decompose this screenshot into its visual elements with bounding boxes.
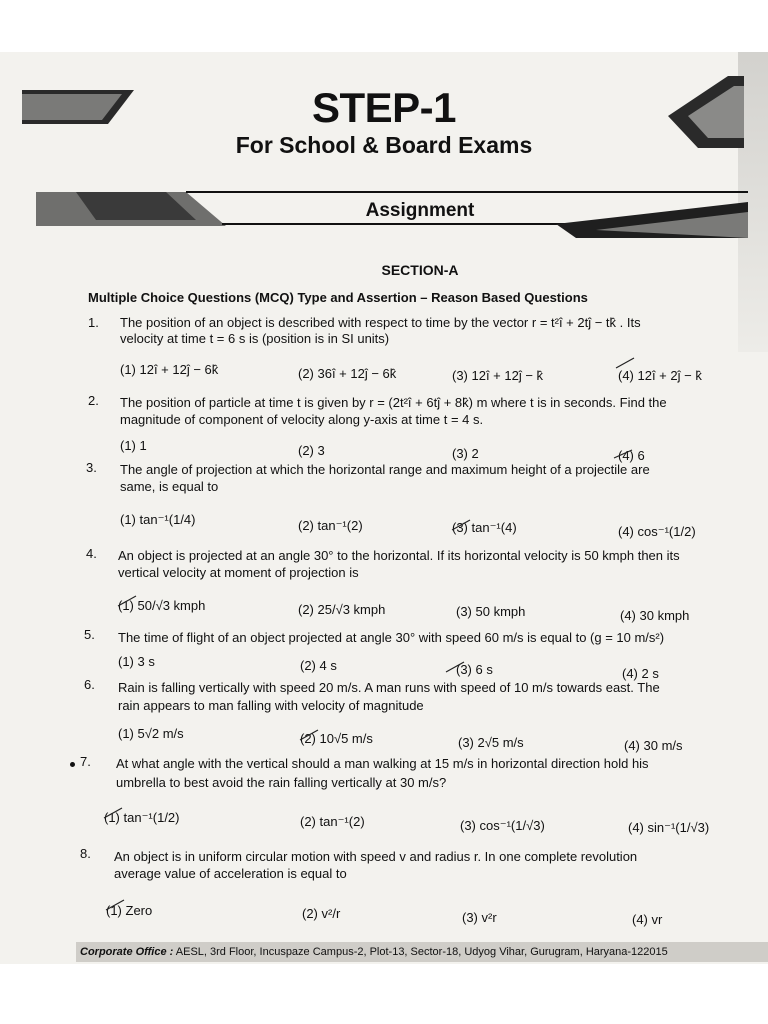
option: (3) cos⁻¹(1/√3) (460, 818, 545, 833)
page-subtitle: For School & Board Exams (235, 132, 533, 158)
question-text: The time of flight of an object projected at angle 30° with speed 60 m/s is equal to (g = 10 m/s²) (118, 630, 665, 645)
question-number: 6. (84, 677, 95, 692)
question-text: umbrella to best avoid the rain falling vertically at 30 m/s? (116, 775, 447, 790)
question-number: 3. (86, 460, 97, 475)
option: (2) 36î + 12ĵ − 6k̂ (298, 366, 397, 381)
question-text: The position of an object is described with respect to time by the vector r = t²î + 2tĵ − tk̂ . Its (120, 315, 641, 330)
section-heading: Multiple Choice Questions (MCQ) Type and Assertion – Reason Based Questions (88, 290, 588, 305)
option: (3) 50 kmph (456, 604, 526, 619)
question-text: Rain is falling vertically with speed 20 m/s. A man runs with speed of 10 m/s towards east. The (118, 680, 660, 695)
option: (4) 6 (618, 448, 645, 463)
option: (3) 2√5 m/s (458, 735, 524, 750)
answer-mark (614, 356, 636, 370)
question-number: 2. (88, 393, 99, 408)
question-text: vertical velocity at moment of projection is (118, 565, 359, 580)
answer-mark (104, 898, 126, 912)
answer-mark (450, 518, 472, 532)
question-number: 1. (88, 315, 99, 330)
option: (3) 12î + 12ĵ − k̂ (452, 368, 544, 383)
option: (2) v²/r (302, 906, 341, 921)
question-number: 4. (86, 546, 97, 561)
option: (4) 12î + 2ĵ − k̂ (618, 368, 702, 383)
section-title: SECTION-A (381, 262, 459, 278)
option: (1) 50/√3 kmph (118, 598, 206, 613)
option: (4) 30 kmph (620, 608, 690, 623)
question-number: 5. (84, 627, 95, 642)
option: (1) 5√2 m/s (118, 726, 184, 741)
question-text: An object is projected at an angle 30° to the horizontal. If its horizontal velocity is 50 kmph then its (118, 548, 680, 563)
option: (3) tan⁻¹(4) (452, 520, 517, 535)
question-text: The angle of projection at which the horizontal range and maximum height of a projectile are (120, 462, 650, 477)
option: (1) 12î + 12ĵ − 6k̂ (120, 362, 219, 377)
question-number: 8. (80, 846, 91, 861)
footer-bar (76, 942, 768, 962)
question-text: The position of particle at time t is given by r = (2t²î + 6tĵ + 8k̂) m where t is in seconds. Find the (120, 395, 667, 410)
option: (4) 30 m/s (624, 738, 683, 753)
answer-mark (298, 728, 320, 742)
option: (3) 2 (452, 446, 479, 461)
option: (1) tan⁻¹(1/4) (120, 512, 196, 527)
option: (4) vr (632, 912, 663, 927)
answer-mark (444, 660, 466, 674)
option: (3) v²r (462, 910, 497, 925)
bullet-mark (70, 762, 75, 767)
option: (4) cos⁻¹(1/2) (618, 524, 696, 539)
option: (4) 2 s (622, 666, 659, 681)
option: (3) 6 s (456, 662, 493, 677)
answer-mark (612, 446, 634, 460)
question-text: velocity at time t = 6 s is (position is in SI units) (120, 331, 390, 346)
footer-label: Corporate Office : (80, 946, 174, 958)
bottom-margin (0, 964, 768, 1024)
assignment-title: Assignment (365, 200, 475, 221)
option: (2) 10√5 m/s (300, 731, 373, 746)
answer-mark (102, 806, 124, 820)
question-text: same, is equal to (120, 479, 219, 494)
question-text: average value of acceleration is equal to (114, 866, 347, 881)
page-title: STEP-1 (311, 84, 457, 131)
question-text: At what angle with the vertical should a man walking at 15 m/s in horizontal direction hold his (116, 756, 649, 771)
option: (1) tan⁻¹(1/2) (104, 810, 180, 825)
option: (2) 4 s (300, 658, 337, 673)
question-text: rain appears to man falling with velocity of magnitude (118, 698, 424, 713)
option: (1) Zero (106, 903, 153, 918)
footer-address: AESL, 3rd Floor, Incuspaze Campus-2, Plot-13, Sector-18, Udyog Vihar, Gurugram, Haryana-122015 (175, 946, 668, 958)
option: (2) tan⁻¹(2) (298, 518, 363, 533)
option: (4) sin⁻¹(1/√3) (628, 820, 710, 835)
option: (2) 25/√3 kmph (298, 602, 386, 617)
option: (2) 3 (298, 443, 325, 458)
option: (2) tan⁻¹(2) (300, 814, 365, 829)
question-text: magnitude of component of velocity along y-axis at time t = 4 s. (120, 412, 484, 427)
question-number: 7. (80, 754, 91, 769)
answer-mark (116, 594, 138, 608)
option: (1) 1 (120, 438, 147, 453)
option: (1) 3 s (118, 654, 155, 669)
question-text: An object is in uniform circular motion with speed v and radius r. In one complete revolution (114, 849, 638, 864)
